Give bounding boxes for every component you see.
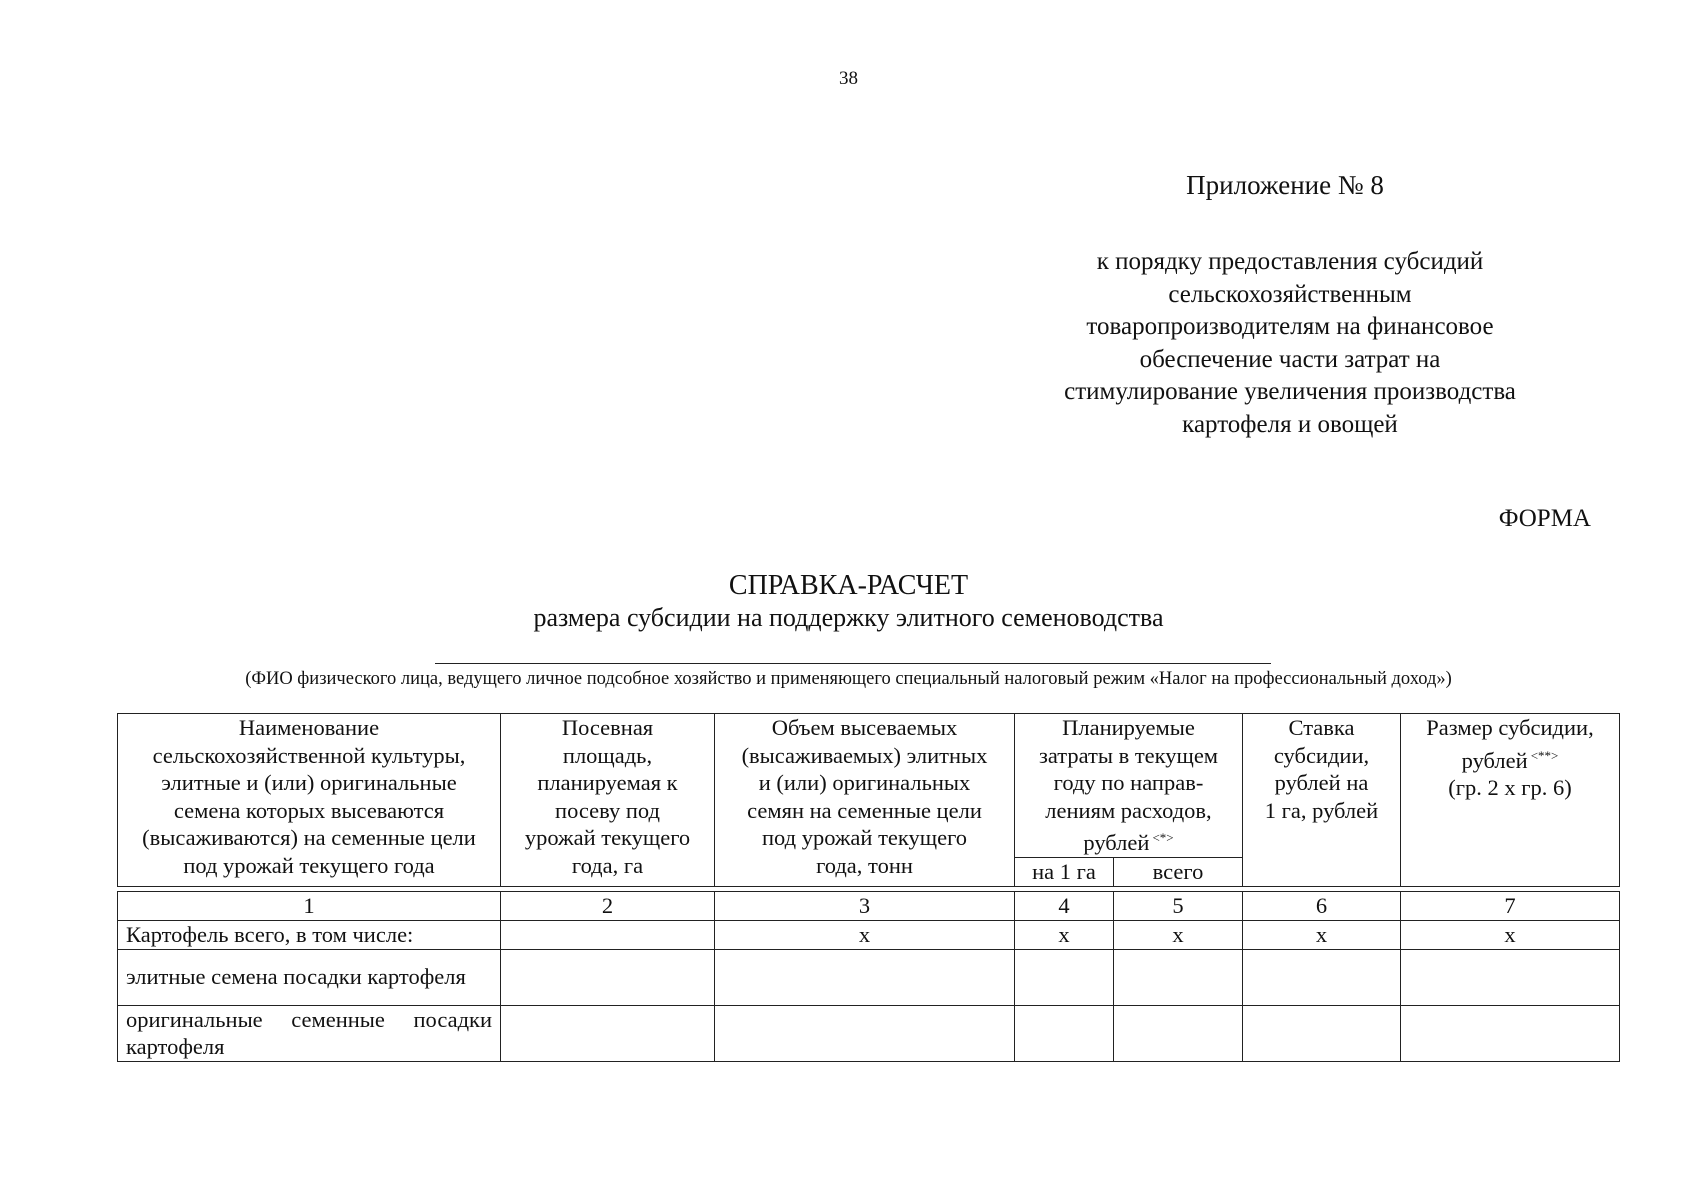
table-row bbox=[118, 1005, 1620, 1061]
row-cell: х bbox=[1015, 920, 1114, 949]
appendix-subtitle-line: обеспечение части затрат на bbox=[1139, 345, 1441, 373]
row-cell bbox=[501, 1005, 715, 1061]
header-subsidy-amount: Размер субсидии, рублей <**> (гр. 2 х гр. 6) bbox=[1401, 714, 1620, 887]
row-cell bbox=[1015, 949, 1114, 1005]
appendix-subtitle-line: картофеля и овощей bbox=[1182, 410, 1398, 438]
appendix-title: Приложение № 8 bbox=[1186, 170, 1384, 200]
row-cell: х bbox=[1243, 920, 1401, 949]
table-row bbox=[118, 949, 1620, 1005]
column-number: 5 bbox=[1114, 891, 1243, 920]
column-number: 1 bbox=[118, 891, 501, 920]
header-seed-volume: Объем высеваемых (высаживаемых) элитных и (или) оригинальных семян на семенные цели под урожай текущего года, тонн bbox=[715, 714, 1015, 887]
appendix-subtitle-line: сельскохозяйственным bbox=[1168, 280, 1412, 308]
appendix-subtitle-line: товаропроизводителям на финансовое bbox=[1086, 313, 1494, 340]
document-subtitle: размера субсидии на поддержку элитного семеноводства bbox=[533, 603, 1164, 632]
form-label: ФОРМА bbox=[1498, 505, 1591, 532]
row-cell bbox=[715, 949, 1015, 1005]
document-title: СПРАВКА-РАСЧЕТ bbox=[728, 570, 969, 601]
subsidy-calculation-table bbox=[117, 713, 1620, 1062]
column-number: 3 bbox=[715, 891, 1015, 920]
page-number: 38 bbox=[839, 68, 858, 89]
header-planned-costs: Планируемые затраты в текущем году по направ- лениям расходов, рублей <*> bbox=[1015, 714, 1243, 858]
footnote-marker: <*> bbox=[1152, 830, 1174, 845]
header-total: всего bbox=[1114, 857, 1243, 886]
signature-caption: (ФИО физического лица, ведущего личное подсобное хозяйство и применяющего специальный налоговый режим «Налог на профессиональный доход») bbox=[245, 669, 1452, 689]
header-crop-name: Наименование сельскохозяйственной культуры, элитные и (или) оригинальные семена которых высеваются (высаживаются) на семенные цели под урожай текущего года bbox=[118, 714, 501, 887]
row-cell bbox=[501, 920, 715, 949]
row-cell bbox=[1015, 1005, 1114, 1061]
appendix-subtitle-line: к порядку предоставления субсидий bbox=[1096, 248, 1484, 275]
footnote-marker: <**> bbox=[1530, 747, 1559, 763]
appendix-subtitle-line: стимулирование увеличения производства bbox=[1064, 378, 1516, 405]
header-sown-area: Посевная площадь, планируемая к посеву под урожай текущего года, га bbox=[501, 714, 715, 887]
row-cell bbox=[715, 1005, 1015, 1061]
row-cell bbox=[1401, 1005, 1620, 1061]
row-crop-name: оригинальные семенные посадки картофеля bbox=[118, 1005, 501, 1061]
table-row bbox=[118, 920, 1620, 949]
signature-line bbox=[435, 663, 1271, 664]
row-cell bbox=[1114, 1005, 1243, 1061]
row-cell bbox=[1243, 949, 1401, 1005]
column-number: 7 bbox=[1401, 891, 1620, 920]
row-cell: х bbox=[1401, 920, 1620, 949]
table-header-row bbox=[118, 714, 1620, 858]
row-cell bbox=[501, 949, 715, 1005]
column-number: 2 bbox=[501, 891, 715, 920]
appendix-subtitle bbox=[1040, 246, 1540, 441]
header-per-hectare: на 1 га bbox=[1015, 857, 1114, 886]
row-cell: х bbox=[1114, 920, 1243, 949]
column-number: 4 bbox=[1015, 891, 1114, 920]
row-cell bbox=[1401, 949, 1620, 1005]
row-cell bbox=[1243, 1005, 1401, 1061]
row-cell bbox=[1114, 949, 1243, 1005]
header-subsidy-rate: Ставка субсидии, рублей на 1 га, рублей bbox=[1243, 714, 1401, 887]
row-crop-name: элитные семена посадки картофеля bbox=[118, 949, 501, 1005]
column-number-row bbox=[118, 891, 1620, 920]
row-cell: х bbox=[715, 920, 1015, 949]
column-number: 6 bbox=[1243, 891, 1401, 920]
row-crop-name: Картофель всего, в том числе: bbox=[118, 920, 501, 949]
